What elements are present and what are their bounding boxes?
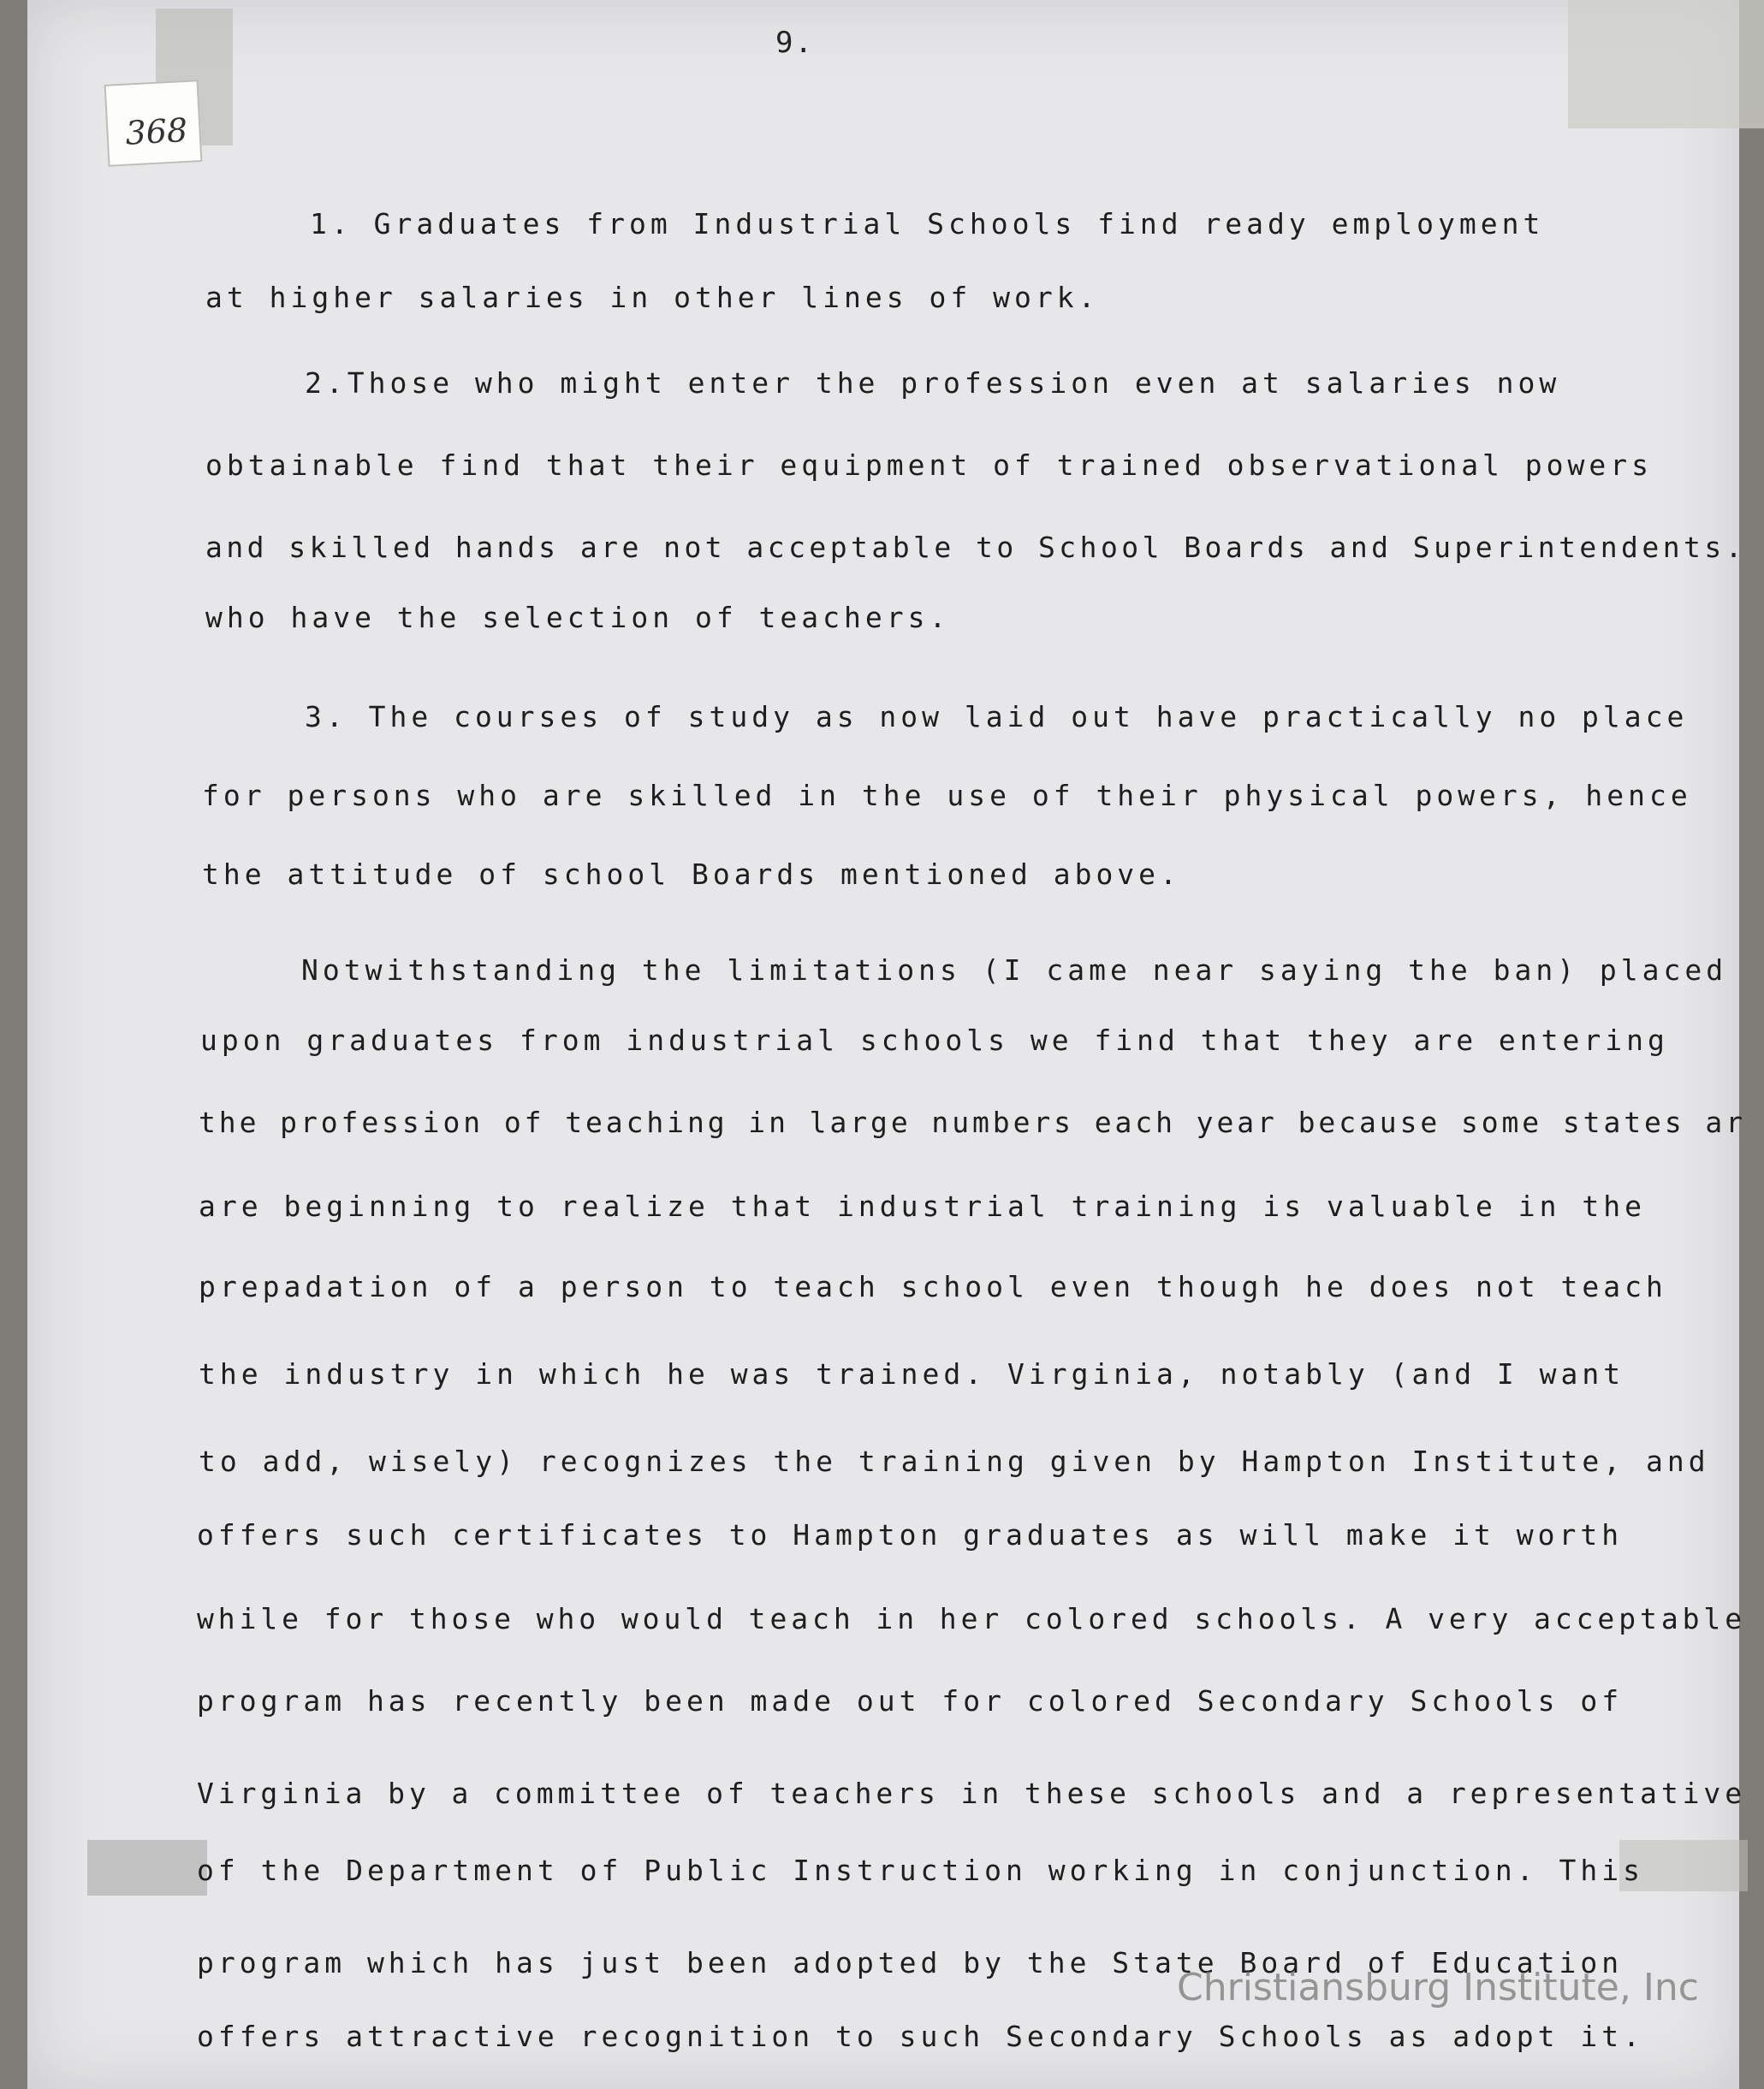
- text-line: the attitude of school Boards mentioned above.: [202, 858, 1181, 891]
- archive-tag: [104, 80, 203, 167]
- text-line: of the Department of Public Instruction working in conjunction. This: [197, 1854, 1645, 1887]
- text-line: prepadation of a person to teach school even though he does not teach: [199, 1270, 1667, 1303]
- text-line: the industry in which he was trained. Virginia, notably (and I want: [199, 1357, 1625, 1391]
- text-line: while for those who would teach in her colored schools. A very acceptable: [197, 1602, 1746, 1635]
- text-line: are beginning to realize that industrial training is valuable in the: [199, 1190, 1647, 1223]
- text-line: for persons who are skilled in the use of their physical powers, hence: [202, 779, 1692, 812]
- watermark: Christiansburg Institute, Inc: [1177, 1966, 1699, 2009]
- text-line: at higher salaries in other lines of work.: [205, 281, 1100, 314]
- text-line: offers such certificates to Hampton graduates as will make it worth: [197, 1518, 1624, 1552]
- tape-mark: [87, 1840, 207, 1896]
- text-line: upon graduates from industrial schools we find that they are entering: [200, 1024, 1669, 1057]
- text-line: 1. Graduates from Industrial Schools find ready employment: [310, 207, 1545, 240]
- text-line: 3. The courses of study as now laid out have practically no place: [305, 700, 1689, 733]
- text-line: the profession of teaching in large numbers each year because some states ar: [199, 1106, 1746, 1139]
- text-line: program which has just been adopted by the State Board of Education: [197, 1946, 1624, 1979]
- text-line: 2.Those who might enter the profession even at salaries now: [305, 366, 1561, 400]
- page-number: 9.: [775, 26, 814, 60]
- text-line: Virginia by a committee of teachers in these schools and a representative: [197, 1777, 1746, 1810]
- text-line: program has recently been made out for colored Secondary Schools of: [197, 1684, 1624, 1718]
- archive-tag-number: 368: [124, 110, 189, 152]
- text-line: who have the selection of teachers.: [205, 601, 951, 634]
- tape-mark: [1568, 0, 1764, 128]
- text-line: and skilled hands are not acceptable to School Boards and Superintendents.: [205, 531, 1746, 564]
- text-line: Notwithstanding the limitations (I came near saying the ban) placed: [301, 953, 1728, 987]
- text-line: obtainable find that their equipment of trained observational powers: [205, 448, 1654, 482]
- text-line: offers attractive recognition to such Secondary Schools as adopt it.: [197, 2020, 1645, 2053]
- text-line: to add, wisely) recognizes the training given by Hampton Institute, and: [199, 1445, 1710, 1478]
